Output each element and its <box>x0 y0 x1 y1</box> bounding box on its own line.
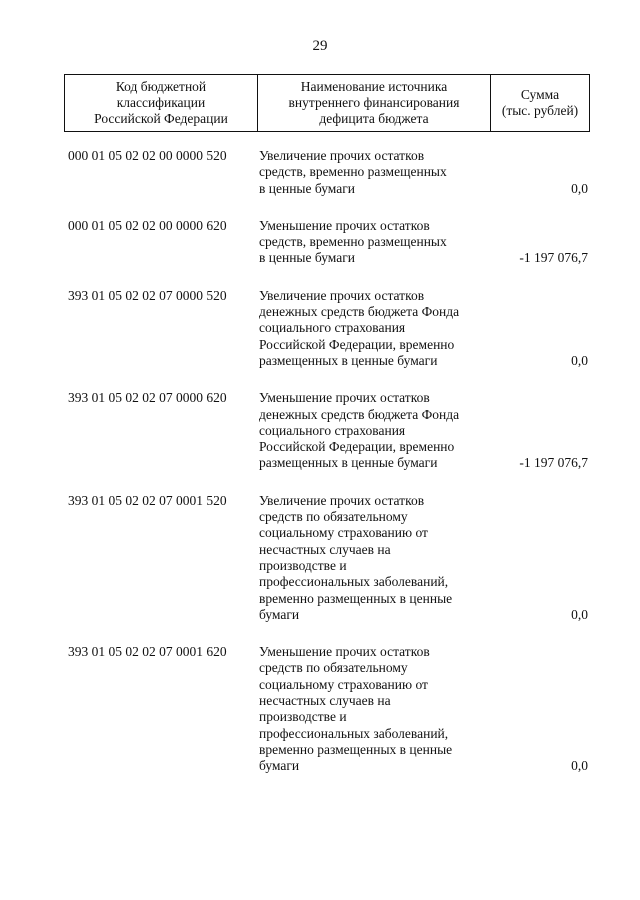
row-sum: -1 197 076,7 <box>519 250 588 266</box>
table-row <box>64 148 590 197</box>
table-row <box>64 390 590 471</box>
table-row <box>64 644 590 774</box>
row-code: 393 01 05 02 02 07 0001 520 <box>68 492 227 508</box>
row-sum: 0,0 <box>571 352 588 368</box>
row-sum: -1 197 076,7 <box>519 455 588 471</box>
row-code: 393 01 05 02 02 07 0001 620 <box>68 644 227 660</box>
row-sum: 0,0 <box>571 180 588 196</box>
row-code: 000 01 05 02 02 00 0000 520 <box>68 148 227 163</box>
row-code: 393 01 05 02 02 07 0000 620 <box>68 390 227 406</box>
row-name: Увеличение прочих остатков средств по обязательному социальному страхованию от несчастных случаев на производстве и профессиональных заболеваний, временно размещенных в ценные бумаги <box>259 492 453 622</box>
row-name: Уменьшение прочих остатков средств, временно размещенных в ценные бумаги <box>259 217 447 266</box>
table-header <box>64 74 590 132</box>
table-row <box>64 493 590 623</box>
page-number: 29 <box>312 38 328 54</box>
row-name: Увеличение прочих остатков денежных средств бюджета Фонда социального страхования Российской Федерации, временно размещенных в ценные бумаги <box>259 287 460 368</box>
row-sum: 0,0 <box>571 758 588 774</box>
row-name: Уменьшение прочих остатков средств по обязательному социальному страхованию от несчастных случаев на производстве и профессиональных заболеваний, временно размещенных в ценные бумаги <box>259 644 453 774</box>
table-row <box>64 218 590 267</box>
header-code: Код бюджетной классификации Российской Федерации <box>65 75 258 131</box>
row-code: 000 01 05 02 02 00 0000 620 <box>68 217 227 233</box>
row-name: Уменьшение прочих остатков денежных средств бюджета Фонда социального страхования Российской Федерации, временно размещенных в ценные бумаги <box>259 390 460 471</box>
row-name: Увеличение прочих остатков средств, временно размещенных в ценные бумаги <box>259 148 447 196</box>
table-row <box>64 288 590 369</box>
header-sum: Сумма (тыс. рублей) <box>501 87 579 118</box>
row-code: 393 01 05 02 02 07 0000 520 <box>68 287 227 303</box>
row-sum: 0,0 <box>571 606 588 622</box>
table-body <box>64 148 590 796</box>
header-name: Наименование источника внутреннего финансирования дефицита бюджета <box>258 75 491 131</box>
